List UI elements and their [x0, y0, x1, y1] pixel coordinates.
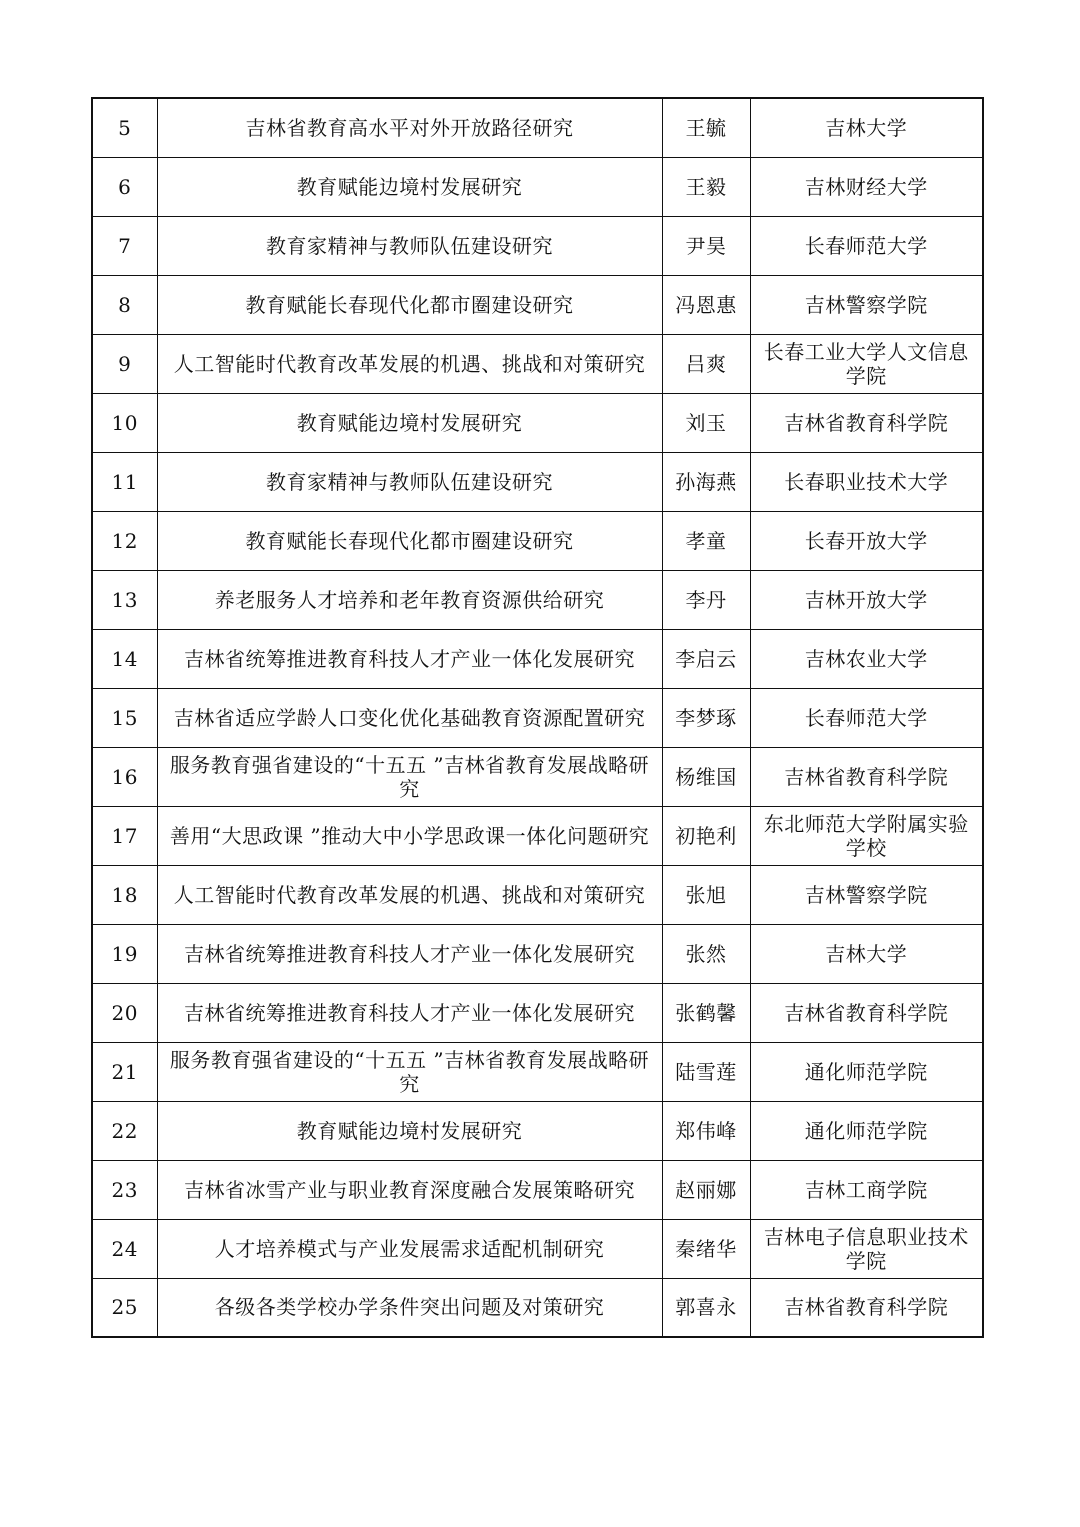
applicant-name: 孝童 [662, 511, 750, 570]
applicant-unit: 东北师范大学附属实验学校 [750, 806, 983, 865]
applicant-unit: 长春开放大学 [750, 511, 983, 570]
applicant-name: 秦绪华 [662, 1219, 750, 1278]
project-title: 养老服务人才培养和老年教育资源供给研究 [157, 570, 662, 629]
table-row [92, 216, 983, 275]
table-row [92, 1219, 983, 1278]
applicant-name: 李梦琢 [662, 688, 750, 747]
project-title: 教育家精神与教师队伍建设研究 [157, 452, 662, 511]
project-title: 吉林省统筹推进教育科技人才产业一体化发展研究 [157, 629, 662, 688]
table-row [92, 334, 983, 393]
project-title: 善用“大思政课 ”推动大中小学思政课一体化问题研究 [157, 806, 662, 865]
row-number: 6 [92, 157, 157, 216]
applicant-unit: 通化师范学院 [750, 1101, 983, 1160]
project-title: 人工智能时代教育改革发展的机遇、挑战和对策研究 [157, 865, 662, 924]
applicant-unit: 吉林省教育科学院 [750, 983, 983, 1042]
row-number: 8 [92, 275, 157, 334]
row-number: 25 [92, 1278, 157, 1337]
project-title: 教育赋能长春现代化都市圈建设研究 [157, 511, 662, 570]
table-row [92, 806, 983, 865]
applicant-unit: 吉林大学 [750, 924, 983, 983]
row-number: 20 [92, 983, 157, 1042]
table-row [92, 452, 983, 511]
row-number: 11 [92, 452, 157, 511]
table-row [92, 511, 983, 570]
applicant-name: 杨维国 [662, 747, 750, 806]
applicant-unit: 吉林大学 [750, 98, 983, 157]
row-number: 23 [92, 1160, 157, 1219]
project-title: 教育赋能长春现代化都市圈建设研究 [157, 275, 662, 334]
table-row [92, 983, 983, 1042]
applicant-unit: 吉林省教育科学院 [750, 747, 983, 806]
applicant-unit: 长春职业技术大学 [750, 452, 983, 511]
row-number: 22 [92, 1101, 157, 1160]
applicant-name: 张鹤馨 [662, 983, 750, 1042]
applicant-name: 郭喜永 [662, 1278, 750, 1337]
applicant-unit: 吉林电子信息职业技术学院 [750, 1219, 983, 1278]
applicant-unit: 吉林工商学院 [750, 1160, 983, 1219]
project-title: 教育家精神与教师队伍建设研究 [157, 216, 662, 275]
applicant-name: 刘玉 [662, 393, 750, 452]
row-number: 19 [92, 924, 157, 983]
table-row [92, 747, 983, 806]
applicant-unit: 吉林农业大学 [750, 629, 983, 688]
table-row [92, 1042, 983, 1101]
table-row [92, 570, 983, 629]
applicant-unit: 吉林省教育科学院 [750, 1278, 983, 1337]
row-number: 16 [92, 747, 157, 806]
project-title: 吉林省统筹推进教育科技人才产业一体化发展研究 [157, 983, 662, 1042]
project-title: 吉林省适应学龄人口变化优化基础教育资源配置研究 [157, 688, 662, 747]
table-row [92, 1278, 983, 1337]
applicant-name: 郑伟峰 [662, 1101, 750, 1160]
applicant-name: 王毓 [662, 98, 750, 157]
applicant-name: 吕爽 [662, 334, 750, 393]
row-number: 14 [92, 629, 157, 688]
project-title: 教育赋能边境村发展研究 [157, 393, 662, 452]
project-title: 教育赋能边境村发展研究 [157, 1101, 662, 1160]
table-row [92, 157, 983, 216]
row-number: 17 [92, 806, 157, 865]
table-row [92, 98, 983, 157]
row-number: 18 [92, 865, 157, 924]
applicant-unit: 长春师范大学 [750, 688, 983, 747]
project-title: 人才培养模式与产业发展需求适配机制研究 [157, 1219, 662, 1278]
applicant-name: 冯恩惠 [662, 275, 750, 334]
row-number: 10 [92, 393, 157, 452]
applicant-name: 李启云 [662, 629, 750, 688]
applicant-unit: 吉林省教育科学院 [750, 393, 983, 452]
project-title: 各级各类学校办学条件突出问题及对策研究 [157, 1278, 662, 1337]
row-number: 15 [92, 688, 157, 747]
table-row [92, 1101, 983, 1160]
project-title: 人工智能时代教育改革发展的机遇、挑战和对策研究 [157, 334, 662, 393]
table-row [92, 1160, 983, 1219]
applicant-name: 陆雪莲 [662, 1042, 750, 1101]
applicant-unit: 吉林开放大学 [750, 570, 983, 629]
applicant-name: 李丹 [662, 570, 750, 629]
applicant-unit: 吉林警察学院 [750, 275, 983, 334]
table-row [92, 393, 983, 452]
row-number: 7 [92, 216, 157, 275]
row-number: 21 [92, 1042, 157, 1101]
applicant-unit: 通化师范学院 [750, 1042, 983, 1101]
row-number: 5 [92, 98, 157, 157]
project-title: 服务教育强省建设的“十五五 ”吉林省教育发展战略研究 [157, 1042, 662, 1101]
applicant-name: 孙海燕 [662, 452, 750, 511]
applicant-name: 初艳利 [662, 806, 750, 865]
table-row [92, 688, 983, 747]
applicant-unit: 吉林财经大学 [750, 157, 983, 216]
row-number: 12 [92, 511, 157, 570]
row-number: 13 [92, 570, 157, 629]
project-title: 服务教育强省建设的“十五五 ”吉林省教育发展战略研究 [157, 747, 662, 806]
project-title: 吉林省统筹推进教育科技人才产业一体化发展研究 [157, 924, 662, 983]
applicant-unit: 长春工业大学人文信息学院 [750, 334, 983, 393]
table-row [92, 629, 983, 688]
row-number: 24 [92, 1219, 157, 1278]
row-number: 9 [92, 334, 157, 393]
project-title: 教育赋能边境村发展研究 [157, 157, 662, 216]
table-row [92, 275, 983, 334]
applicant-name: 赵丽娜 [662, 1160, 750, 1219]
table-row [92, 865, 983, 924]
table-row [92, 924, 983, 983]
project-title: 吉林省冰雪产业与职业教育深度融合发展策略研究 [157, 1160, 662, 1219]
applicant-name: 尹昊 [662, 216, 750, 275]
applicant-name: 王毅 [662, 157, 750, 216]
applicant-unit: 长春师范大学 [750, 216, 983, 275]
applicant-unit: 吉林警察学院 [750, 865, 983, 924]
applicant-name: 张然 [662, 924, 750, 983]
applicant-name: 张旭 [662, 865, 750, 924]
project-table [91, 97, 984, 1338]
project-title: 吉林省教育高水平对外开放路径研究 [157, 98, 662, 157]
